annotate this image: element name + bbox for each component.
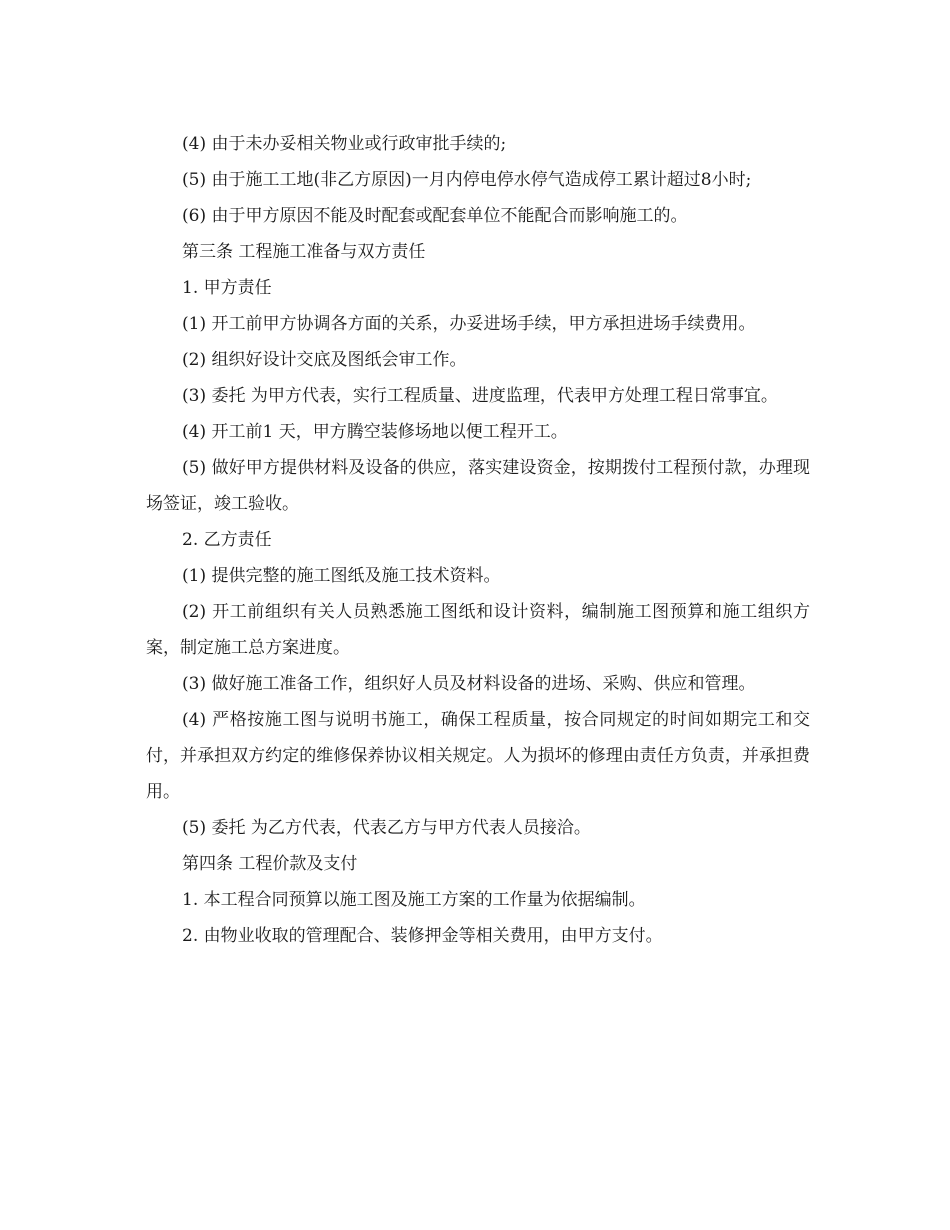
party-b-responsibility-heading: 2. 乙方责任 <box>182 530 272 550</box>
article-4-heading: 第四条 工程价款及支付 <box>182 854 358 874</box>
paragraph-item-6-party-a-reasons: (6) 由于甲方原因不能及时配套或配套单位不能配合而影响施工的。 <box>182 206 688 226</box>
paragraph-item-4-unapproved-procedures: (4) 由于未办妥相关物业或行政审批手续的; <box>182 134 507 154</box>
document-body <box>146 126 810 954</box>
party-a-item-3: (3) 委托 为甲方代表，实行工程质量、进度监理，代表甲方处理工程日常事宜。 <box>182 386 778 406</box>
article-4-item-2: 2. 由物业收取的管理配合、装修押金等相关费用，由甲方支付。 <box>182 926 663 946</box>
party-b-item-4: (4) 严格按施工图与说明书施工，确保工程质量，按合同规定的时间如期完工和交付，并承担双方约定的维修保养协议相关规定。人为损坏的修理由责任方负责，并承担费用。 <box>146 710 810 802</box>
party-b-item-3: (3) 做好施工准备工作，组织好人员及材料设备的进场、采购、供应和管理。 <box>182 674 756 694</box>
party-a-responsibility-heading: 1. 甲方责任 <box>182 278 272 298</box>
party-b-item-1: (1) 提供完整的施工图纸及施工技术资料。 <box>182 566 501 586</box>
party-a-item-4: (4) 开工前1 天，甲方腾空装修场地以便工程开工。 <box>182 422 568 442</box>
article-3-heading: 第三条 工程施工准备与双方责任 <box>182 242 426 262</box>
party-b-item-5: (5) 委托 为乙方代表，代表乙方与甲方代表人员接洽。 <box>182 818 591 838</box>
party-a-item-2: (2) 组织好设计交底及图纸会审工作。 <box>182 350 467 370</box>
party-b-item-2: (2) 开工前组织有关人员熟悉施工图纸和设计资料，编制施工图预算和施工组织方案，制定施工总方案进度。 <box>146 602 810 658</box>
article-4-item-1: 1. 本工程合同预算以施工图及施工方案的工作量为依据编制。 <box>182 890 646 910</box>
paragraph-item-5-utility-outage: (5) 由于施工工地(非乙方原因)一月内停电停水停气造成停工累计超过8小时; <box>182 170 752 190</box>
party-a-item-1: (1) 开工前甲方协调各方面的关系，办妥进场手续，甲方承担进场手续费用。 <box>182 314 756 334</box>
party-a-item-5: (5) 做好甲方提供材料及设备的供应，落实建设资金，按期拨付工程预付款，办理现场签证，竣工验收。 <box>146 458 810 514</box>
